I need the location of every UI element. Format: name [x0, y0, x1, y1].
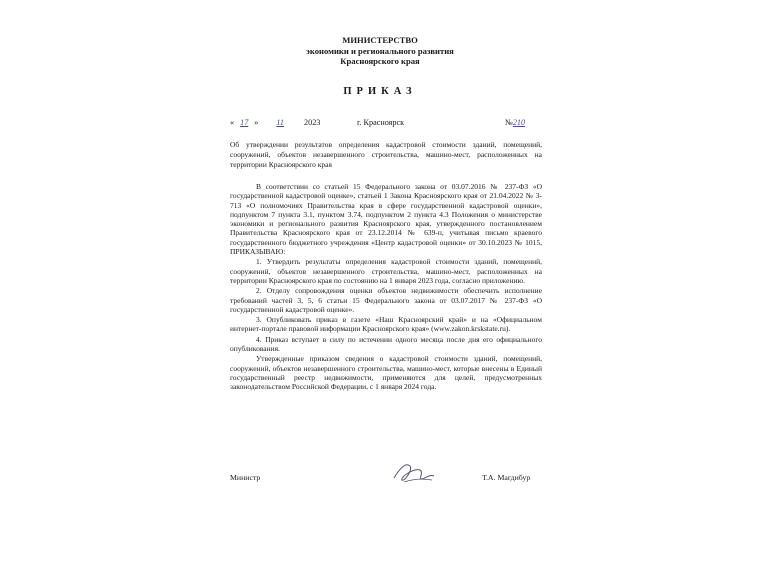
paragraph-preamble: В соответствии со статьей 15 Федерального закона от 03.07.2016 № 237-ФЗ «О государственной кадастровой оценке», статьей 1 Закона Красноярского края от 21.04.2022 № 3-713 «О полномочиях Правительства края в сфере государственной кадастровой оценки», подпунктом 7 пункта 3.1, пунктом 3.74, подпунктом 2 пункта 4.3 Положения о министерстве экономики и регионального развития Красноярского края, утвержденного постановлением Правительства Красноярского края от 23.12.2014 № 639-п, учитывая письмо краевого государственного бюджетного учреждения «Центр кадастровой оценки» от 30.10.2023 № 1015, ПРИКАЗЫВАЮ:	[230, 182, 542, 257]
header-line-3: Красноярского края	[340, 56, 420, 66]
number-value: 210	[512, 118, 526, 127]
header-line-2: экономики и регионального развития	[306, 45, 454, 56]
ministry-header	[0, 35, 760, 67]
date-close-quote: »	[254, 118, 259, 127]
header-line-1: МИНИСТЕРСТВО	[342, 35, 418, 45]
paragraph-item-1: 1. Утвердить результаты определения кадастровой стоимости зданий, помещений, сооружений, объектов незавершенного строительства, машино-мест, расположенных на территории Красноярского края по состоянию на 1 января 2023 года, согласно приложению.	[230, 257, 542, 285]
number-prefix: №	[505, 118, 513, 127]
paragraph-item-2: 2. Отделу сопровождения оценки объектов недвижимости обеспечить исполнение требований частей 3, 5, 6 статьи 15 Федерального закона от 03.07.2017 № 237-ФЗ «О государственной кадастровой оценке».	[230, 286, 542, 314]
document-title: ПРИКАЗ	[343, 86, 417, 97]
paragraph-item-3: 3. Опубликовать приказ в газете «Наш Красноярский край» и на «Официальном интернет-портале правовой информации Красноярского края» (www.zakon.krskstate.ru).	[230, 315, 542, 334]
signer-position: Министр	[230, 473, 261, 482]
paragraph-note: Утвержденные приказом сведения о кадастровой стоимости зданий, помещений, сооружений, объектов незавершенного строительства, машино-мест, которые внесены в Единый государственный реестр недвижимости, применяются для целей, предусмотренных законодательством Российской Федерации, с 1 января 2024 года.	[230, 354, 542, 392]
order-body	[230, 182, 542, 393]
signer-name: Т.А. Магдибур	[482, 473, 531, 482]
paragraph-item-4: 4. Приказ вступает в силу по истечении одного месяца после дня его официального опубликования.	[230, 334, 542, 354]
order-number	[505, 118, 525, 127]
date-open-quote: «	[230, 118, 235, 127]
date-month: 11	[276, 118, 284, 127]
handwritten-signature	[390, 458, 438, 488]
date-day: 17	[240, 118, 249, 127]
order-date	[230, 118, 320, 127]
date-year: 2023	[304, 118, 321, 127]
order-subject: Об утверждении результатов определения кадастровой стоимости зданий, помещений, сооружений, объектов незавершенного строительства, машино-мест, расположенных на территории Красноярского края	[230, 140, 542, 169]
order-city: г. Красноярск	[357, 118, 405, 127]
